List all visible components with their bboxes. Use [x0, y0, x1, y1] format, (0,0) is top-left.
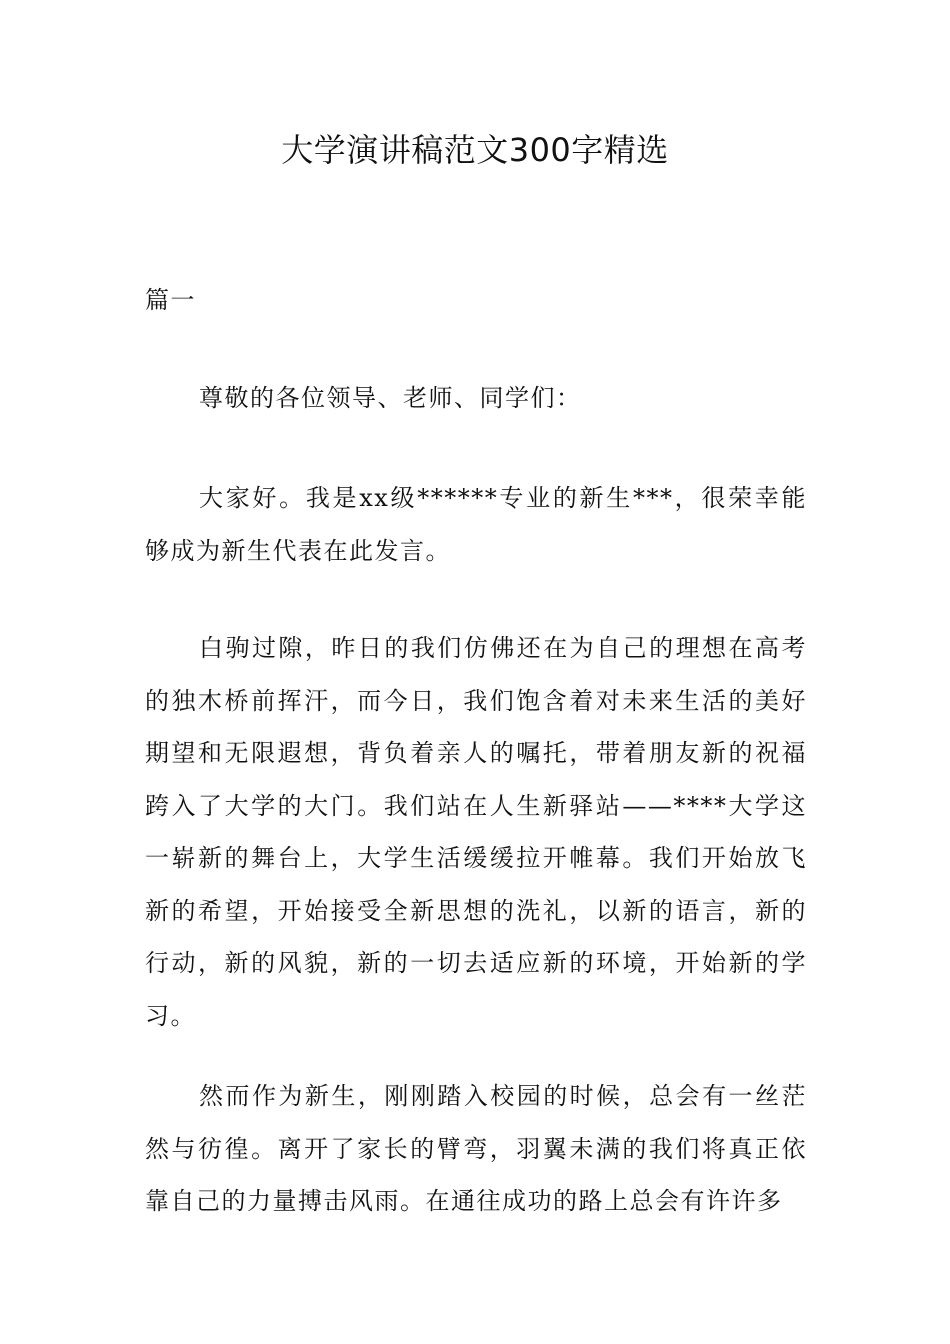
section-label: 篇一 [145, 286, 196, 314]
paragraph: 然而作为新生，刚刚踏入校园的时候，总会有一丝茫然与彷徨。离开了家长的臂弯，羽翼未满的我们将真正依靠自己的力量搏击风雨。在通往成功的路上总会有许许多 [145, 1082, 807, 1215]
document-title: 大学演讲稿范文300字精选 [281, 131, 669, 169]
paragraph: 白驹过隙，昨日的我们仿佛还在为自己的理想在高考的独木桥前挥汗，而今日，我们饱含着对未来生活的美好期望和无限遐想，背负着亲人的嘱托，带着朋友新的祝福跨入了大学的大门。我们站在人生新驿站——****大学这一崭新的舞台上，大学生活缓缓拉开帷幕。我们开始放飞新的希望，开始接受全新思想的洗礼，以新的语言，新的行动，新的风貌，新的一切去适应新的环境，开始新的学习。 [145, 634, 807, 1030]
salutation: 尊敬的各位领导、老师、同学们： [199, 384, 582, 412]
paragraph: 大家好。我是xx级******专业的新生***，很荣幸能够成为新生代表在此发言。 [145, 484, 807, 565]
